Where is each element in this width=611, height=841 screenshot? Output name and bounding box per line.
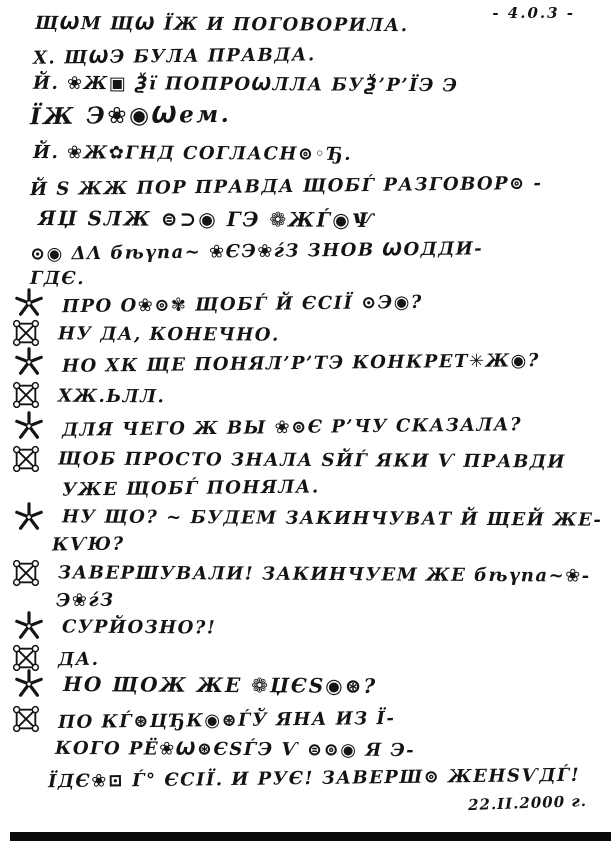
line-text: НО ЩОЖ ЖЕ ❁ЏЄЅ◉⊛? [62,671,378,698]
line-text: Э❀ѓЗ [55,589,115,612]
star-marker-icon [14,502,44,532]
box-marker-icon [12,705,40,733]
box-marker-icon [12,445,40,473]
line-text: ЗАВЕРШУВАЛИ! ЗАКИНЧУЕМ ЖЕ бѣүпа~❀- [57,562,591,587]
text-line [56,590,115,611]
line-text: ЇЖ Э❀◉Ѡем. [29,100,232,131]
text-line [33,46,316,67]
text-line [47,764,581,793]
box-marker-icon [12,381,40,409]
line-text: ДА. [57,648,100,671]
line-text: ЇДЄ❀⊡ Ѓ° ЄСІЇ. И РУЄ! ЗАВЕРШ⊚ ЖЕНЅѴДЃ! [47,764,581,793]
box-marker-icon [12,644,40,672]
box-marker-icon [12,319,40,347]
answer-line [12,447,566,475]
text-line [62,478,320,499]
page-number: - 4.0.3 - [492,4,575,22]
star-marker-icon [14,669,44,699]
answer-line [12,707,395,735]
question-line [14,613,216,643]
line-text: СУРЙОЗНО?! [61,616,217,639]
star-marker-icon [14,347,44,377]
text-line [29,238,484,265]
line-text: ХЖ.ЬЛЛ. [57,385,166,408]
line-text: Х. ЩѠЭ БУЛА ПРАВДА. [32,44,316,69]
line-text: УЖЕ ЩОБЃ ПОНЯЛА. [61,476,320,501]
text-line [29,172,543,201]
line-text: НУ ЩО? ~ БУДЕМ ЗАКИНЧУВАТ Й ЩЕЙ ЖЕ- [61,506,603,531]
box-marker-icon [12,559,40,587]
star-marker-icon [14,411,44,441]
line-text: Й Ѕ ЖЖ ПОР ПРАВДА ЩОБЃ РАЗГОВОР⊚ - [29,172,543,201]
question-line [14,349,540,379]
line-text: Й. ❀Ж✿ГНД СОГЛАСН⊚◦Ђ. [32,142,353,165]
line-text: НО ХК ЩЕ ПОНЯЛ’Р’ТЭ КОНКРЕТ✳Ж◉? [61,350,540,377]
scan-edge-bar [10,832,611,841]
question-line [14,290,423,320]
line-text: ПО КЃ⊛ЦЂК◉⊛ЃЎ ЯНА ИЗ Ї- [57,707,396,734]
answer-line [12,383,165,411]
question-line [14,413,522,443]
text-line [30,268,85,289]
line-text: Й. ❀Ж▣ Ѯї ПОПРОѠЛЛА БУѮ’Р’ЇЭ Э [32,72,459,97]
line-text: ЯЏ ЅЛЖ ⊜⊃◉ ГЭ ❁ЖЃ◉Ѱ [37,205,376,233]
answer-line [12,561,590,589]
line-text: ДЛЯ ЧЕГО Ж ВЫ ❀⊚Є Р’ЧУ СКАЗАЛА? [61,414,522,441]
star-marker-icon [14,288,44,318]
line-text: ЩОБ ПРОСТО ЗНАЛА ЅЙЃ ЯКИ Ѵ ПРАВДИ [57,448,566,473]
text-line [35,14,409,35]
star-marker-icon [14,611,44,641]
answer-line [12,321,280,349]
text-line [30,102,231,129]
text-line [52,534,125,555]
line-text: КОГО РЁ❀Ѡ⊛ЄЅЃЭ Ѵ ⊜⊚◉ Я Э- [54,737,416,762]
text-line [33,143,352,164]
text-line [38,207,376,231]
line-text: ГДЄ. [29,267,86,290]
text-line [55,739,415,760]
text-line [33,74,458,95]
line-text: НУ ДА, КОНЕЧНО. [57,323,280,346]
line-text: ЩѠМ ЩѠ ЇЖ И ПОГОВОРИЛА. [34,12,409,37]
line-text: ПРО О❀⊚✾ ЩОБЃ Й ЄСІЇ ⊙Э◉? [61,291,423,318]
question-line [14,504,602,534]
date-label: 22.II.2000 г. [467,791,588,815]
question-line [14,671,377,701]
line-text: ⊙◉ ΔΛ бѣүпа~ ❀ЄЭ❀ѓЗ ЗНОВ ѠОДДИ- [29,238,484,265]
line-text: КѴЮ? [51,533,125,556]
